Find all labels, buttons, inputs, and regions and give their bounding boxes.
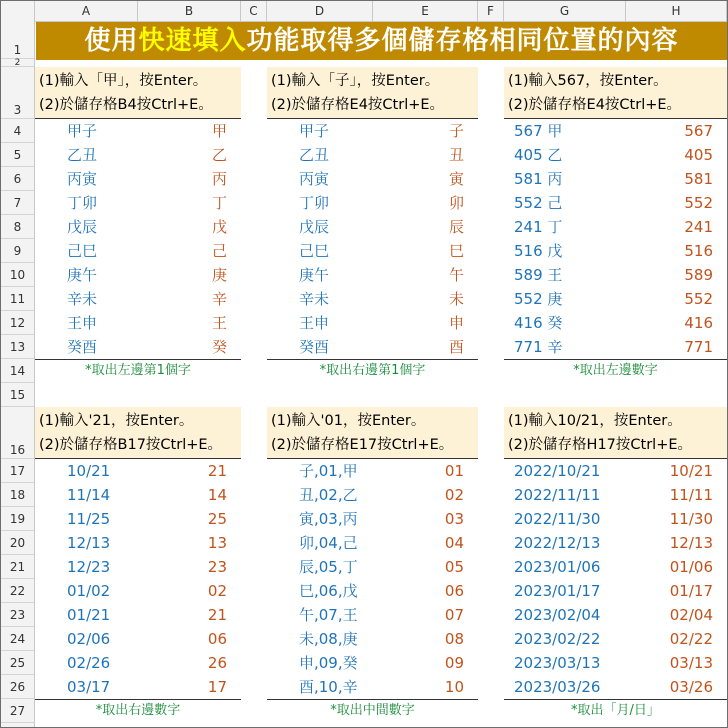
row-header-13[interactable]: 13	[1, 335, 34, 359]
result-cell[interactable]: 03/13	[669, 654, 713, 672]
result-cell[interactable]: 丑	[448, 146, 464, 164]
source-cell[interactable]: 2023/02/04	[514, 606, 601, 624]
row-header-6[interactable]: 6	[1, 167, 34, 191]
source-cell[interactable]: 581 丙	[514, 170, 563, 188]
result-cell[interactable]: 子	[448, 122, 464, 140]
row-header-10[interactable]: 10	[1, 263, 34, 287]
result-cell[interactable]: 王	[211, 314, 227, 332]
source-cell[interactable]: 丁卯	[299, 194, 330, 212]
row-header-16[interactable]: 16	[1, 407, 34, 459]
source-cell[interactable]: 丙寅	[299, 170, 330, 188]
source-cell[interactable]: 戊辰	[299, 218, 330, 236]
source-cell[interactable]: 巳,06,戊	[299, 582, 358, 600]
result-cell[interactable]: 17	[207, 678, 227, 696]
source-cell[interactable]: 申,09,癸	[299, 654, 358, 672]
result-cell[interactable]: 04	[444, 534, 464, 552]
source-cell[interactable]: 己巳	[299, 242, 330, 260]
result-cell[interactable]: 申	[448, 314, 464, 332]
source-cell[interactable]: 辛未	[299, 290, 330, 308]
instruction-box	[504, 407, 727, 459]
source-cell[interactable]: 2023/01/06	[514, 558, 601, 576]
result-note: *取出中間數字	[267, 699, 478, 724]
result-cell[interactable]: 丙	[211, 170, 227, 188]
source-cell[interactable]: 午,07,王	[299, 606, 358, 624]
result-cell[interactable]: 10	[444, 678, 464, 696]
source-cell[interactable]: 12/13	[67, 534, 111, 552]
result-cell[interactable]: 02	[207, 582, 227, 600]
row-header-4[interactable]: 4	[1, 119, 34, 143]
result-cell[interactable]: 23	[207, 558, 227, 576]
source-cell[interactable]: 416 癸	[514, 314, 563, 332]
source-cell[interactable]: 王申	[299, 314, 330, 332]
source-cell[interactable]: 丙寅	[67, 170, 98, 188]
result-cell[interactable]: 14	[207, 486, 227, 504]
result-cell[interactable]: 405	[684, 146, 713, 164]
row-header-24[interactable]: 24	[1, 627, 34, 651]
source-cell[interactable]: 甲子	[299, 122, 330, 140]
instruction-line-1: (1)輸入'21，按Enter。	[39, 413, 194, 429]
result-cell[interactable]: 25	[207, 510, 227, 528]
result-cell[interactable]: 02/04	[669, 606, 713, 624]
result-cell[interactable]: 11/11	[669, 486, 713, 504]
source-cell[interactable]: 丁卯	[67, 194, 98, 212]
source-cell[interactable]: 10/21	[67, 462, 111, 480]
row-header-26[interactable]: 26	[1, 675, 34, 699]
row-header-18[interactable]: 18	[1, 483, 34, 507]
instruction-line-2: (2)於儲存格E4按Ctrl+E。	[271, 97, 445, 113]
instruction-line-1: (1)輸入「甲」，按Enter。	[39, 73, 208, 89]
source-cell[interactable]: 2022/10/21	[514, 462, 601, 480]
result-note: *取出右邊數字	[35, 699, 241, 724]
source-cell[interactable]: 03/17	[67, 678, 111, 696]
row-header-8[interactable]: 8	[1, 215, 34, 239]
row-header-5[interactable]: 5	[1, 143, 34, 167]
result-cell[interactable]: 癸	[211, 338, 227, 356]
result-cell[interactable]: 09	[444, 654, 464, 672]
result-cell[interactable]: 02	[444, 486, 464, 504]
result-cell[interactable]: 771	[684, 338, 713, 356]
row-header-23[interactable]: 23	[1, 603, 34, 627]
result-cell[interactable]: 21	[207, 462, 227, 480]
row-header-14[interactable]: 14	[1, 359, 34, 383]
result-cell[interactable]: 21	[207, 606, 227, 624]
source-cell[interactable]: 2023/02/22	[514, 630, 601, 648]
result-cell[interactable]: 26	[207, 654, 227, 672]
result-cell[interactable]: 13	[207, 534, 227, 552]
result-cell[interactable]: 552	[684, 290, 713, 308]
result-cell[interactable]: 516	[684, 242, 713, 260]
result-cell[interactable]: 丁	[211, 194, 227, 212]
source-cell[interactable]: 01/21	[67, 606, 111, 624]
instruction-line-2: (2)於儲存格B17按Ctrl+E。	[39, 437, 223, 453]
instruction-line-2: (2)於儲存格E4按Ctrl+E。	[508, 97, 682, 113]
source-cell[interactable]: 2023/03/26	[514, 678, 601, 696]
row-header-19[interactable]: 19	[1, 507, 34, 531]
source-cell[interactable]: 丑,02,乙	[299, 486, 358, 504]
result-cell[interactable]: 01/17	[669, 582, 713, 600]
source-cell[interactable]: 12/23	[67, 558, 111, 576]
source-cell[interactable]: 庚午	[67, 266, 98, 284]
source-cell[interactable]: 王申	[67, 314, 98, 332]
row-header-22[interactable]: 22	[1, 579, 34, 603]
result-cell[interactable]: 乙	[211, 146, 227, 164]
column-header-c[interactable]: C	[241, 1, 267, 21]
source-cell[interactable]: 589 王	[514, 266, 563, 284]
source-cell[interactable]: 01/02	[67, 582, 111, 600]
instruction-box	[267, 407, 478, 459]
source-cell[interactable]: 02/06	[67, 630, 111, 648]
source-cell[interactable]: 寅,03,丙	[299, 510, 358, 528]
source-cell[interactable]: 567 甲	[514, 122, 563, 140]
result-cell[interactable]: 241	[684, 218, 713, 236]
column-header-h[interactable]: H	[626, 1, 727, 21]
row-header-11[interactable]: 11	[1, 287, 34, 311]
page-title[interactable]	[36, 22, 727, 60]
result-cell[interactable]: 辰	[448, 218, 464, 236]
result-note: *取出左邊第1個字	[35, 359, 241, 384]
result-cell[interactable]: 寅	[448, 170, 464, 188]
result-note: *取出右邊第1個字	[267, 359, 478, 384]
result-cell[interactable]: 07	[444, 606, 464, 624]
row-header-20[interactable]: 20	[1, 531, 34, 555]
instruction-line-2: (2)於儲存格B4按Ctrl+E。	[39, 97, 213, 113]
source-cell[interactable]: 11/14	[67, 486, 111, 504]
instruction-box	[504, 67, 727, 119]
source-cell[interactable]: 辰,05,丁	[299, 558, 358, 576]
result-cell[interactable]: 581	[684, 170, 713, 188]
source-cell[interactable]: 2023/03/13	[514, 654, 601, 672]
source-cell[interactable]: 未,08,庚	[299, 630, 358, 648]
row-header-27[interactable]: 27	[1, 699, 34, 723]
source-cell[interactable]: 02/26	[67, 654, 111, 672]
result-cell[interactable]: 589	[684, 266, 713, 284]
result-cell[interactable]: 甲	[211, 122, 227, 140]
source-cell[interactable]: 辛未	[67, 290, 98, 308]
instruction-line-2: (2)於儲存格E17按Ctrl+E。	[271, 437, 454, 453]
source-cell[interactable]: 酉,10,辛	[299, 678, 358, 696]
source-cell[interactable]: 庚午	[299, 266, 330, 284]
row-header-1[interactable]: 1	[1, 21, 34, 59]
column-header-a[interactable]: A	[35, 1, 138, 21]
select-all-corner[interactable]	[1, 1, 35, 21]
result-cell[interactable]: 06	[207, 630, 227, 648]
result-cell[interactable]: 未	[448, 290, 464, 308]
result-cell[interactable]: 庚	[211, 266, 227, 284]
column-header-bar	[1, 1, 727, 22]
instruction-line-1: (1)輸入'01，按Enter。	[271, 413, 426, 429]
source-cell[interactable]: 己巳	[67, 242, 98, 260]
result-cell[interactable]: 戊	[211, 218, 227, 236]
title-after: 功能取得多個儲存格相同位置的內容	[246, 26, 679, 56]
source-cell[interactable]: 2022/11/11	[514, 486, 601, 504]
instruction-line-1: (1)輸入「子」，按Enter。	[271, 73, 440, 89]
result-note: *取出左邊數字	[504, 359, 727, 384]
row-header-9[interactable]: 9	[1, 239, 34, 263]
column-header-d[interactable]: D	[267, 1, 373, 21]
result-cell[interactable]: 12/13	[669, 534, 713, 552]
column-header-e[interactable]: E	[373, 1, 478, 21]
row-header-7[interactable]: 7	[1, 191, 34, 215]
result-cell[interactable]: 03/26	[669, 678, 713, 696]
instruction-box	[267, 67, 478, 119]
result-cell[interactable]: 辛	[211, 290, 227, 308]
source-cell[interactable]: 405 乙	[514, 146, 563, 164]
instruction-box	[35, 67, 241, 119]
title-before: 使用	[84, 26, 139, 56]
result-cell[interactable]: 午	[448, 266, 464, 284]
result-cell[interactable]: 08	[444, 630, 464, 648]
source-cell[interactable]: 癸酉	[299, 338, 330, 356]
result-cell[interactable]: 06	[444, 582, 464, 600]
source-cell[interactable]: 子,01,甲	[299, 462, 358, 480]
source-cell[interactable]: 卯,04,己	[299, 534, 358, 552]
title-highlight: 快速填入	[138, 26, 247, 56]
result-cell[interactable]: 567	[684, 122, 713, 140]
source-cell[interactable]: 771 辛	[514, 338, 563, 356]
column-header-f[interactable]: F	[478, 1, 504, 21]
source-cell[interactable]: 516 戊	[514, 242, 563, 260]
source-cell[interactable]: 552 庚	[514, 290, 563, 308]
row-header-21[interactable]: 21	[1, 555, 34, 579]
row-header-3[interactable]: 3	[1, 67, 34, 119]
column-header-g[interactable]: G	[504, 1, 626, 21]
instruction-box	[35, 407, 241, 459]
source-cell[interactable]: 甲子	[67, 122, 98, 140]
result-cell[interactable]: 11/30	[669, 510, 713, 528]
result-cell[interactable]: 01/06	[669, 558, 713, 576]
result-note: *取出「月/日」	[504, 699, 727, 724]
row-header-25[interactable]: 25	[1, 651, 34, 675]
result-cell[interactable]: 552	[684, 194, 713, 212]
source-cell[interactable]: 552 己	[514, 194, 563, 212]
source-cell[interactable]: 2022/12/13	[514, 534, 601, 552]
row-header-2[interactable]: 2	[1, 59, 34, 67]
result-cell[interactable]: 02/22	[669, 630, 713, 648]
source-cell[interactable]: 乙丑	[67, 146, 98, 164]
row-header-12[interactable]: 12	[1, 311, 34, 335]
result-cell[interactable]: 10/21	[669, 462, 713, 480]
source-cell[interactable]: 戊辰	[67, 218, 98, 236]
result-cell[interactable]: 03	[444, 510, 464, 528]
column-header-b[interactable]: B	[138, 1, 241, 21]
result-cell[interactable]: 01	[444, 462, 464, 480]
instruction-line-2: (2)於儲存格H17按Ctrl+E。	[508, 437, 693, 453]
source-cell[interactable]: 癸酉	[67, 338, 98, 356]
result-cell[interactable]: 05	[444, 558, 464, 576]
result-cell[interactable]: 卯	[448, 194, 464, 212]
result-cell[interactable]: 巳	[448, 242, 464, 260]
result-cell[interactable]: 己	[211, 242, 227, 260]
source-cell[interactable]: 2023/01/17	[514, 582, 601, 600]
row-header-15[interactable]: 15	[1, 383, 34, 407]
result-cell[interactable]: 酉	[448, 338, 464, 356]
instruction-line-1: (1)輸入567，按Enter。	[508, 73, 668, 89]
source-cell[interactable]: 241 丁	[514, 218, 563, 236]
source-cell[interactable]: 乙丑	[299, 146, 330, 164]
instruction-line-1: (1)輸入10/21，按Enter。	[508, 413, 682, 429]
row-header-bar	[1, 21, 35, 727]
row-header-17[interactable]: 17	[1, 459, 34, 483]
source-cell[interactable]: 11/25	[67, 510, 111, 528]
result-cell[interactable]: 416	[684, 314, 713, 332]
source-cell[interactable]: 2022/11/30	[514, 510, 601, 528]
